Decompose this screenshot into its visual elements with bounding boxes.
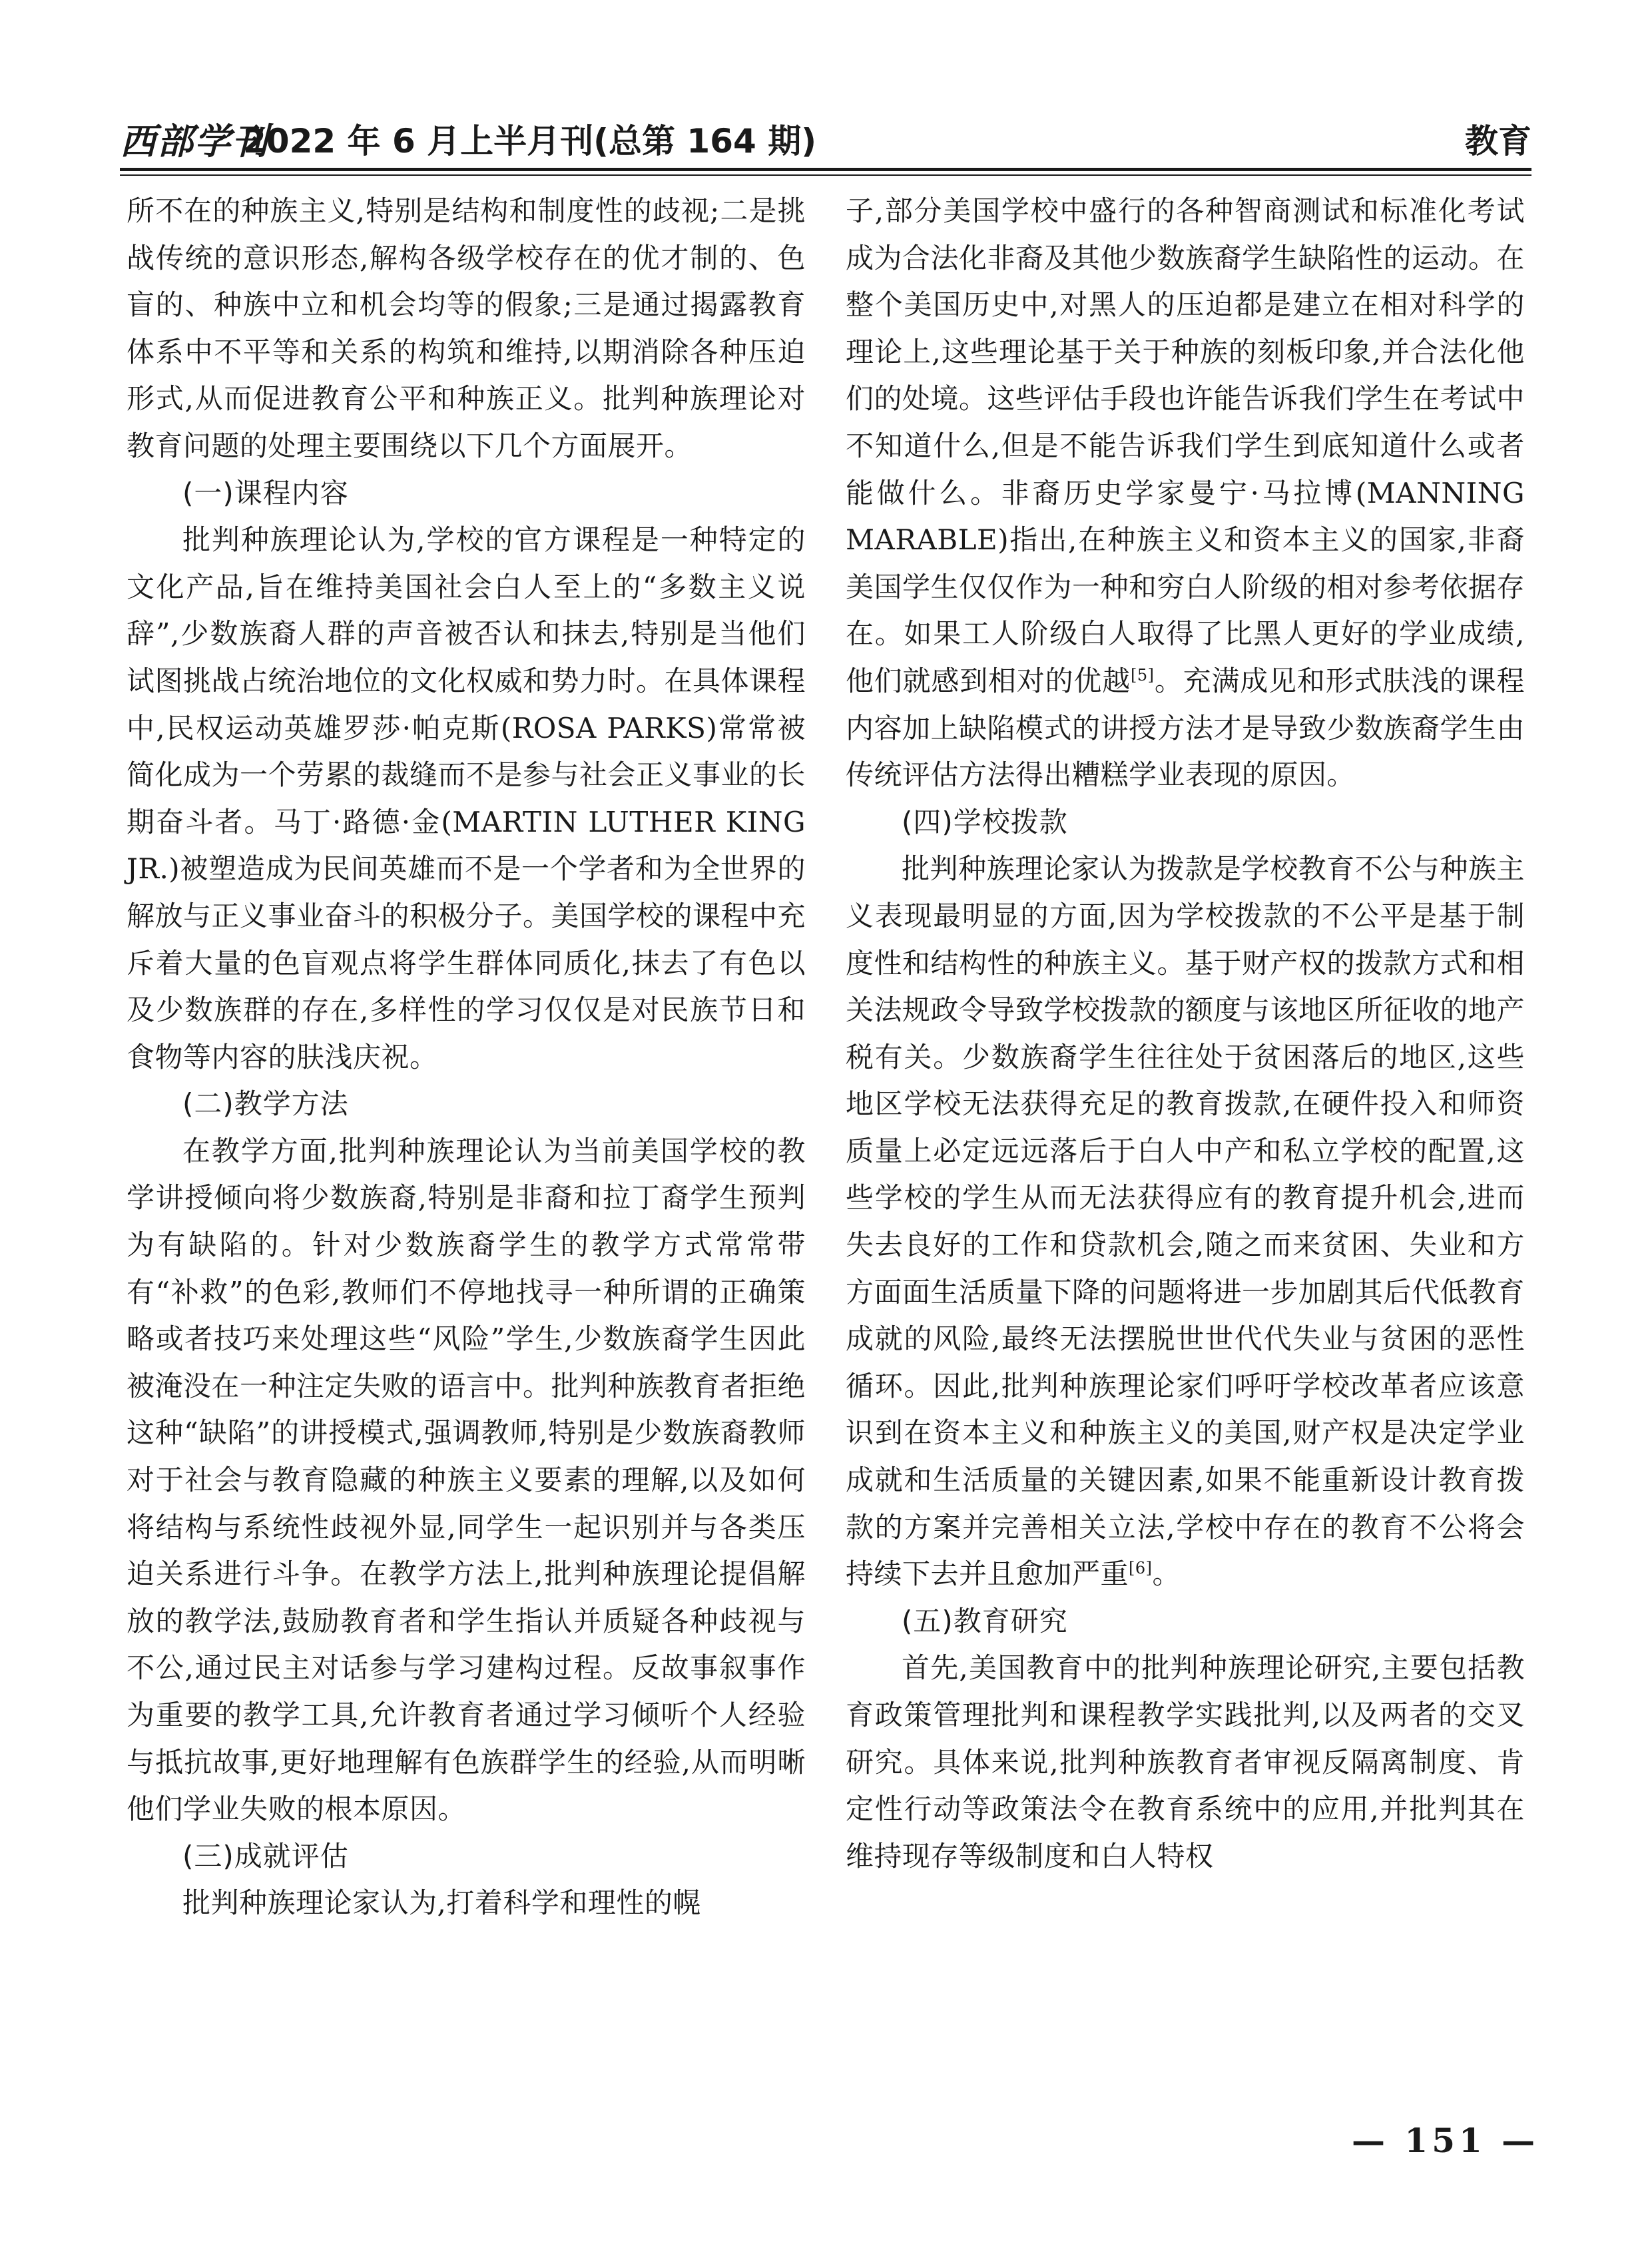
issue-info: 2022 年 6 月上半月刊(总第 164 期) <box>243 122 817 160</box>
citation-ref: [5] <box>1131 665 1155 685</box>
paragraph <box>127 1128 806 1833</box>
paragraph-text: 所不在的种族主义,特别是结构和制度性的歧视;二是挑战传统的意识形态,解构各级学校存在的优才制的、色盲的、种族中立和机会均等的假象;三是通过揭露教育体系中不平等和关系的构筑和维持,以期消除各种压迫形式,从而促进教育公平和种族正义。批判种族理论对教育问题的处理主要围绕以下几个方面展开。 <box>127 194 806 462</box>
paragraph <box>127 1880 806 1927</box>
paragraph <box>127 188 806 470</box>
header-rule-thin <box>120 174 1531 176</box>
paragraph-text: 批判种族理论认为,学校的官方课程是一种特定的文化产品,旨在维持美国社会白人至上的“多数主义说辞”,少数族裔人群的声音被否认和抹去,特别是当他们试图挑战占统治地位的文化权威和势力时。在具体课程中,民权运动英雄罗莎·帕克斯(ROSA PARKS)常常被简化成为一个劳累的裁缝而不是参与社会正义事业的长期奋斗者。马丁·路德·金(MARTIN LUTHER KING JR.)被塑造成为民间英雄而不是一个学者和为全世界的解放与正义事业奋斗的积极分子。美国学校的课程中充斥着大量的色盲观点将学生群体同质化,抹去了有色以及少数族群的存在,多样性的学习仅仅是对民族节日和食物等内容的肤浅庆祝。 <box>127 523 806 1073</box>
paragraph <box>127 517 806 1081</box>
header-rule-thick <box>120 168 1531 171</box>
section-heading: (五)教育研究 <box>902 1604 1068 1637</box>
paragraph-text: 在教学方面,批判种族理论认为当前美国学校的教学讲授倾向将少数族裔,特别是非裔和拉丁裔学生预判为有缺陷的。针对少数族裔学生的教学方式常常带有“补救”的色彩,教师们不停地找寻一种所谓的正确策略或者技巧来处理这些“风险”学生,少数族裔学生因此被淹没在一种注定失败的语言中。批判种族教育者拒绝这种“缺陷”的讲授模式,强调教师,特别是少数族裔教师对于社会与教育隐藏的种族主义要素的理解,以及如何将结构与系统性歧视外显,同学生一起识别并与各类压迫关系进行斗争。在教学方法上,批判种族理论提倡解放的教学法,鼓励教育者和学生指认并质疑各种歧视与不公,通过民主对话参与学习建构过程。反故事叙事作为重要的教学工具,允许教育者通过学习倾听个人经验与抵抗故事,更好地理解有色族群学生的经验,从而明晰他们学业失败的根本原因。 <box>127 1134 806 1826</box>
section-heading: (四)学校拨款 <box>902 805 1068 838</box>
paragraph-text: 批判种族理论家认为拨款是学校教育不公与种族主义表现最明显的方面,因为学校拨款的不公平是基于制度性和结构性的种族主义。基于财产权的拨款方式和相关法规政令导致学校拨款的额度与该地区所征收的地产税有关。少数族裔学生往往处于贫困落后的地区,这些地区学校无法获得充足的教育拨款,在硬件投入和师资质量上必定远远落后于白人中产和私立学校的配置,这些学校的学生从而无法获得应有的教育提升机会,进而失去良好的工作和贷款机会,随之而来贫困、失业和方方面面生活质量下降的问题将进一步加剧其后代低教育成就的风险,最终无法摆脱世世代代失业与贫困的恶性循环。因此,批判种族理论家们呼吁学校改革者应该意识到在资本主义和种族主义的美国,财产权是决定学业成就和生活质量的关键因素,如果不能重新设计教育拨款的方案并完善相关立法,学校中存在的教育不公将会持续下去并且愈加严重 <box>846 852 1525 1591</box>
running-header <box>120 113 1531 166</box>
page-number: — 151 — <box>1352 2121 1539 2160</box>
section-heading: (一)课程内容 <box>182 476 349 509</box>
paragraph-text-tail: 。充满成见和形式肤浅的课程内容加上缺陷模式的讲授方法才是导致少数族裔学生由传统评估方法得出糟糕学业表现的原因。 <box>846 664 1525 792</box>
journal-logo: 西部学刊 <box>120 120 269 162</box>
section-label: 教育 <box>1465 122 1531 160</box>
section-heading: (二)教学方法 <box>182 1087 349 1121</box>
section-heading: (三)成就评估 <box>182 1839 349 1872</box>
paragraph-text: 首先,美国教育中的批判种族理论研究,主要包括教育政策管理批判和课程教学实践批判,以及两者的交叉研究。具体来说,批判种族教育者审视反隔离制度、肯定性行动等政策法令在教育系统中的应用,并批判其在维持现存等级制度和白人特权 <box>846 1651 1525 1872</box>
paragraph <box>846 1645 1525 1880</box>
paragraph-text-tail: 。 <box>1152 1557 1181 1591</box>
paragraph <box>846 846 1525 1598</box>
left-column <box>127 188 806 1927</box>
paragraph-text: 子,部分美国学校中盛行的各种智商测试和标准化考试成为合法化非裔及其他少数族裔学生缺陷性的运动。在整个美国历史中,对黑人的压迫都是建立在相对科学的理论上,这些理论基于关于种族的刻板印象,并合法化他们的处境。这些评估手段也许能告诉我们学生在考试中不知道什么,但是不能告诉我们学生到底知道什么或者能做什么。非裔历史学家曼宁·马拉博(MANNING MARABLE)指出,在种族主义和资本主义的国家,非裔美国学生仅仅作为一种和穷白人阶级的相对参考依据存在。如果工人阶级白人取得了比黑人更好的学业成绩,他们就感到相对的优越 <box>846 194 1525 697</box>
paragraph-text: 批判种族理论家认为,打着科学和理性的幌 <box>182 1886 701 1920</box>
paragraph <box>846 188 1525 799</box>
citation-ref: [6] <box>1129 1559 1153 1578</box>
right-column <box>846 188 1525 1880</box>
